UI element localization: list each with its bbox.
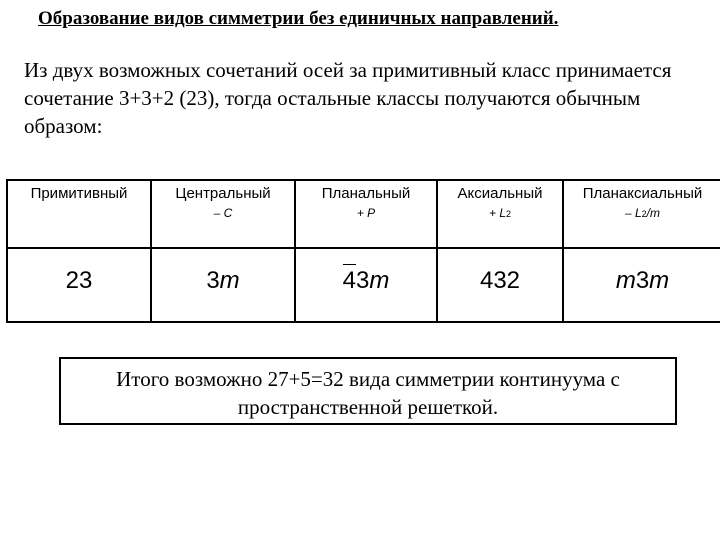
value-cell bbox=[7, 248, 151, 322]
header-cell bbox=[437, 180, 563, 248]
symmetry-classes-table bbox=[6, 179, 720, 323]
value-central: 3m bbox=[206, 267, 240, 294]
header-central: Центральный bbox=[175, 185, 271, 202]
header-cell bbox=[295, 180, 437, 248]
value-cell bbox=[151, 248, 295, 322]
header-axial: Аксиальный bbox=[457, 185, 543, 202]
operation-central: – C bbox=[213, 206, 233, 220]
operation-axial: + L2 bbox=[488, 206, 512, 220]
inversion-bar: 4 bbox=[342, 267, 356, 294]
table-header-row bbox=[7, 180, 720, 248]
header-cell bbox=[563, 180, 720, 248]
header-planal: Планальный bbox=[321, 185, 411, 202]
header-primitive: Примитивный bbox=[30, 185, 128, 202]
operation-planaxial: – L2/m bbox=[624, 206, 661, 220]
value-planal: 43m bbox=[342, 267, 390, 294]
intro-paragraph: Из двух возможных сочетаний осей за примитивный класс принимается сочетание 3+3+2 (23), тогда остальные классы получаются обычным образом: bbox=[24, 58, 672, 138]
value-axial: 432 bbox=[479, 267, 521, 294]
value-primitive: 23 bbox=[65, 267, 93, 294]
value-cell bbox=[295, 248, 437, 322]
header-cell bbox=[7, 180, 151, 248]
value-cell bbox=[437, 248, 563, 322]
value-cell bbox=[563, 248, 720, 322]
table-value-row bbox=[7, 248, 720, 322]
slide-title: Образование видов симметрии без единичных направлений. bbox=[38, 8, 559, 29]
header-cell bbox=[151, 180, 295, 248]
value-planaxial: m3m bbox=[615, 267, 670, 294]
header-planaxial: Планаксиальный bbox=[582, 185, 703, 202]
summary-box: Итого возможно 27+5=32 вида симметрии континуума с пространственной решеткой. bbox=[59, 357, 677, 425]
operation-planal: + P bbox=[356, 206, 376, 220]
